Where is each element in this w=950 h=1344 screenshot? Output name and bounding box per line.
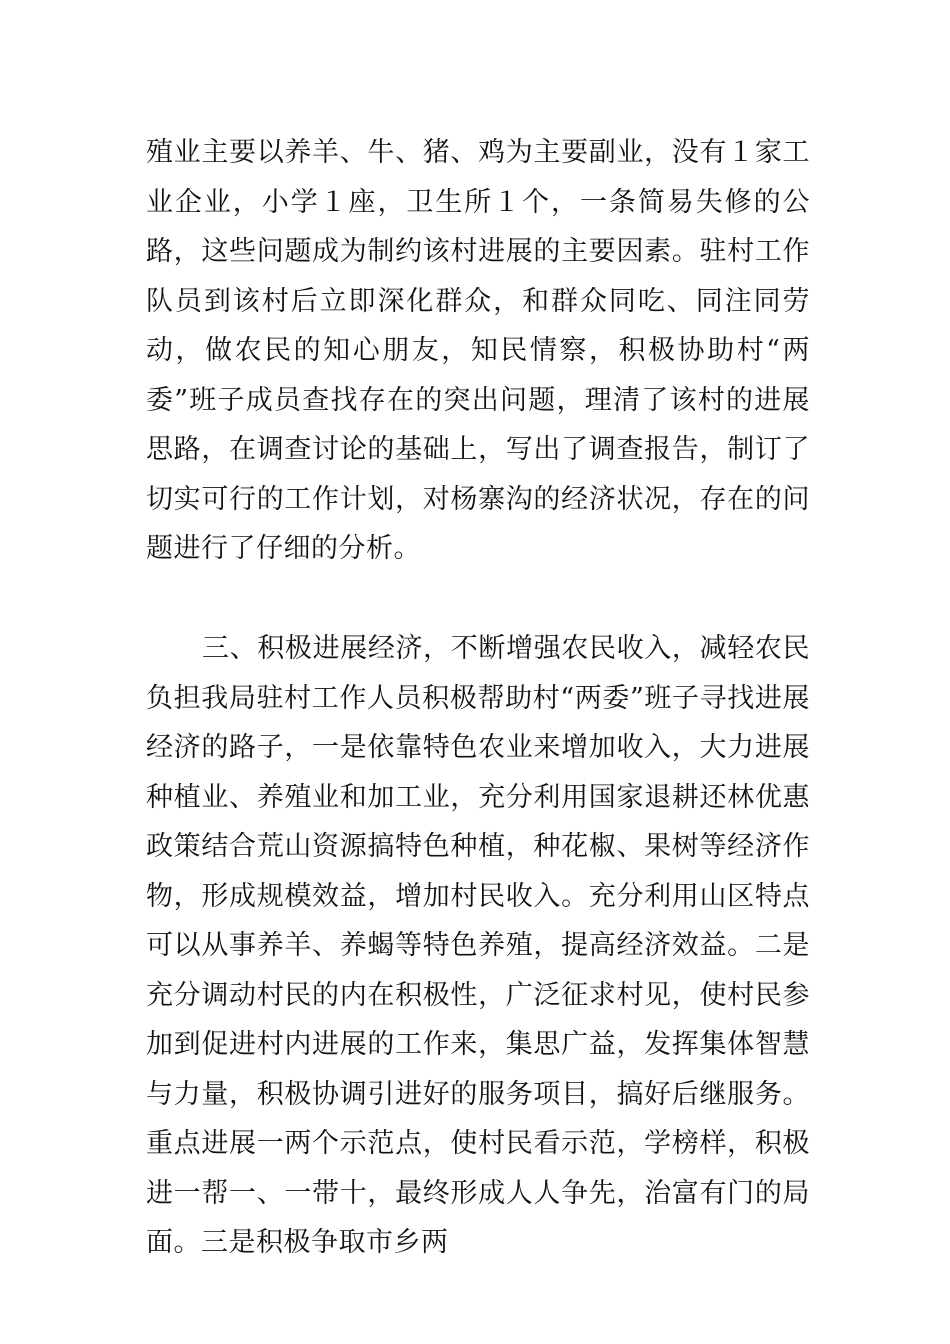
paragraph-village-situation: 殖业主要以养羊、牛、猪、鸡为主要副业，没有１家工业企业，小学１座，卫生所１个，一条简易失修的公路，这些问题成为制约该村进展的主要因素。驻村工作队员到该村后立即深化群众，和群众同吃、同注同劳动，做农民的知心朋友，知民情察，积极协助村“两委”班子成员查找存在的突出问题，理清了该村的进展思路，在调查讨论的基础上，写出了调查报告，制订了切实可行的工作计划，对杨寨沟的经济状况，存在的问题进行了仔细的分析。 xyxy=(146,137,810,564)
paragraph-economic-development: 三、积极进展经济，不断增强农民收入，减轻农民负担我局驻村工作人员积极帮助村“两委”班子寻找进展经济的路子，一是依靠特色农业来增加收入，大力进展种植业、养殖业和加工业，充分利用国家退耕还林优惠政策结合荒山资源搞特色种植，种花椒、果树等经济作物，形成规模效益，增加村民收入。充分利用山区特点可以从事养羊、养蝎等特色养殖，提高经济效益。二是充分调动村民的内在积极性，广泛征求村见，使村民参加到促进村内进展的工作来，集思广益，发挥集体智慧与力量，积极协调引进好的服务项目，搞好后继服务。重点进展一两个示范点，使村民看示范，学榜样，积极进一帮一、一带十，最终形成人人争先，治富有门的局面。三是积极争取市乡两 xyxy=(146,633,810,1258)
